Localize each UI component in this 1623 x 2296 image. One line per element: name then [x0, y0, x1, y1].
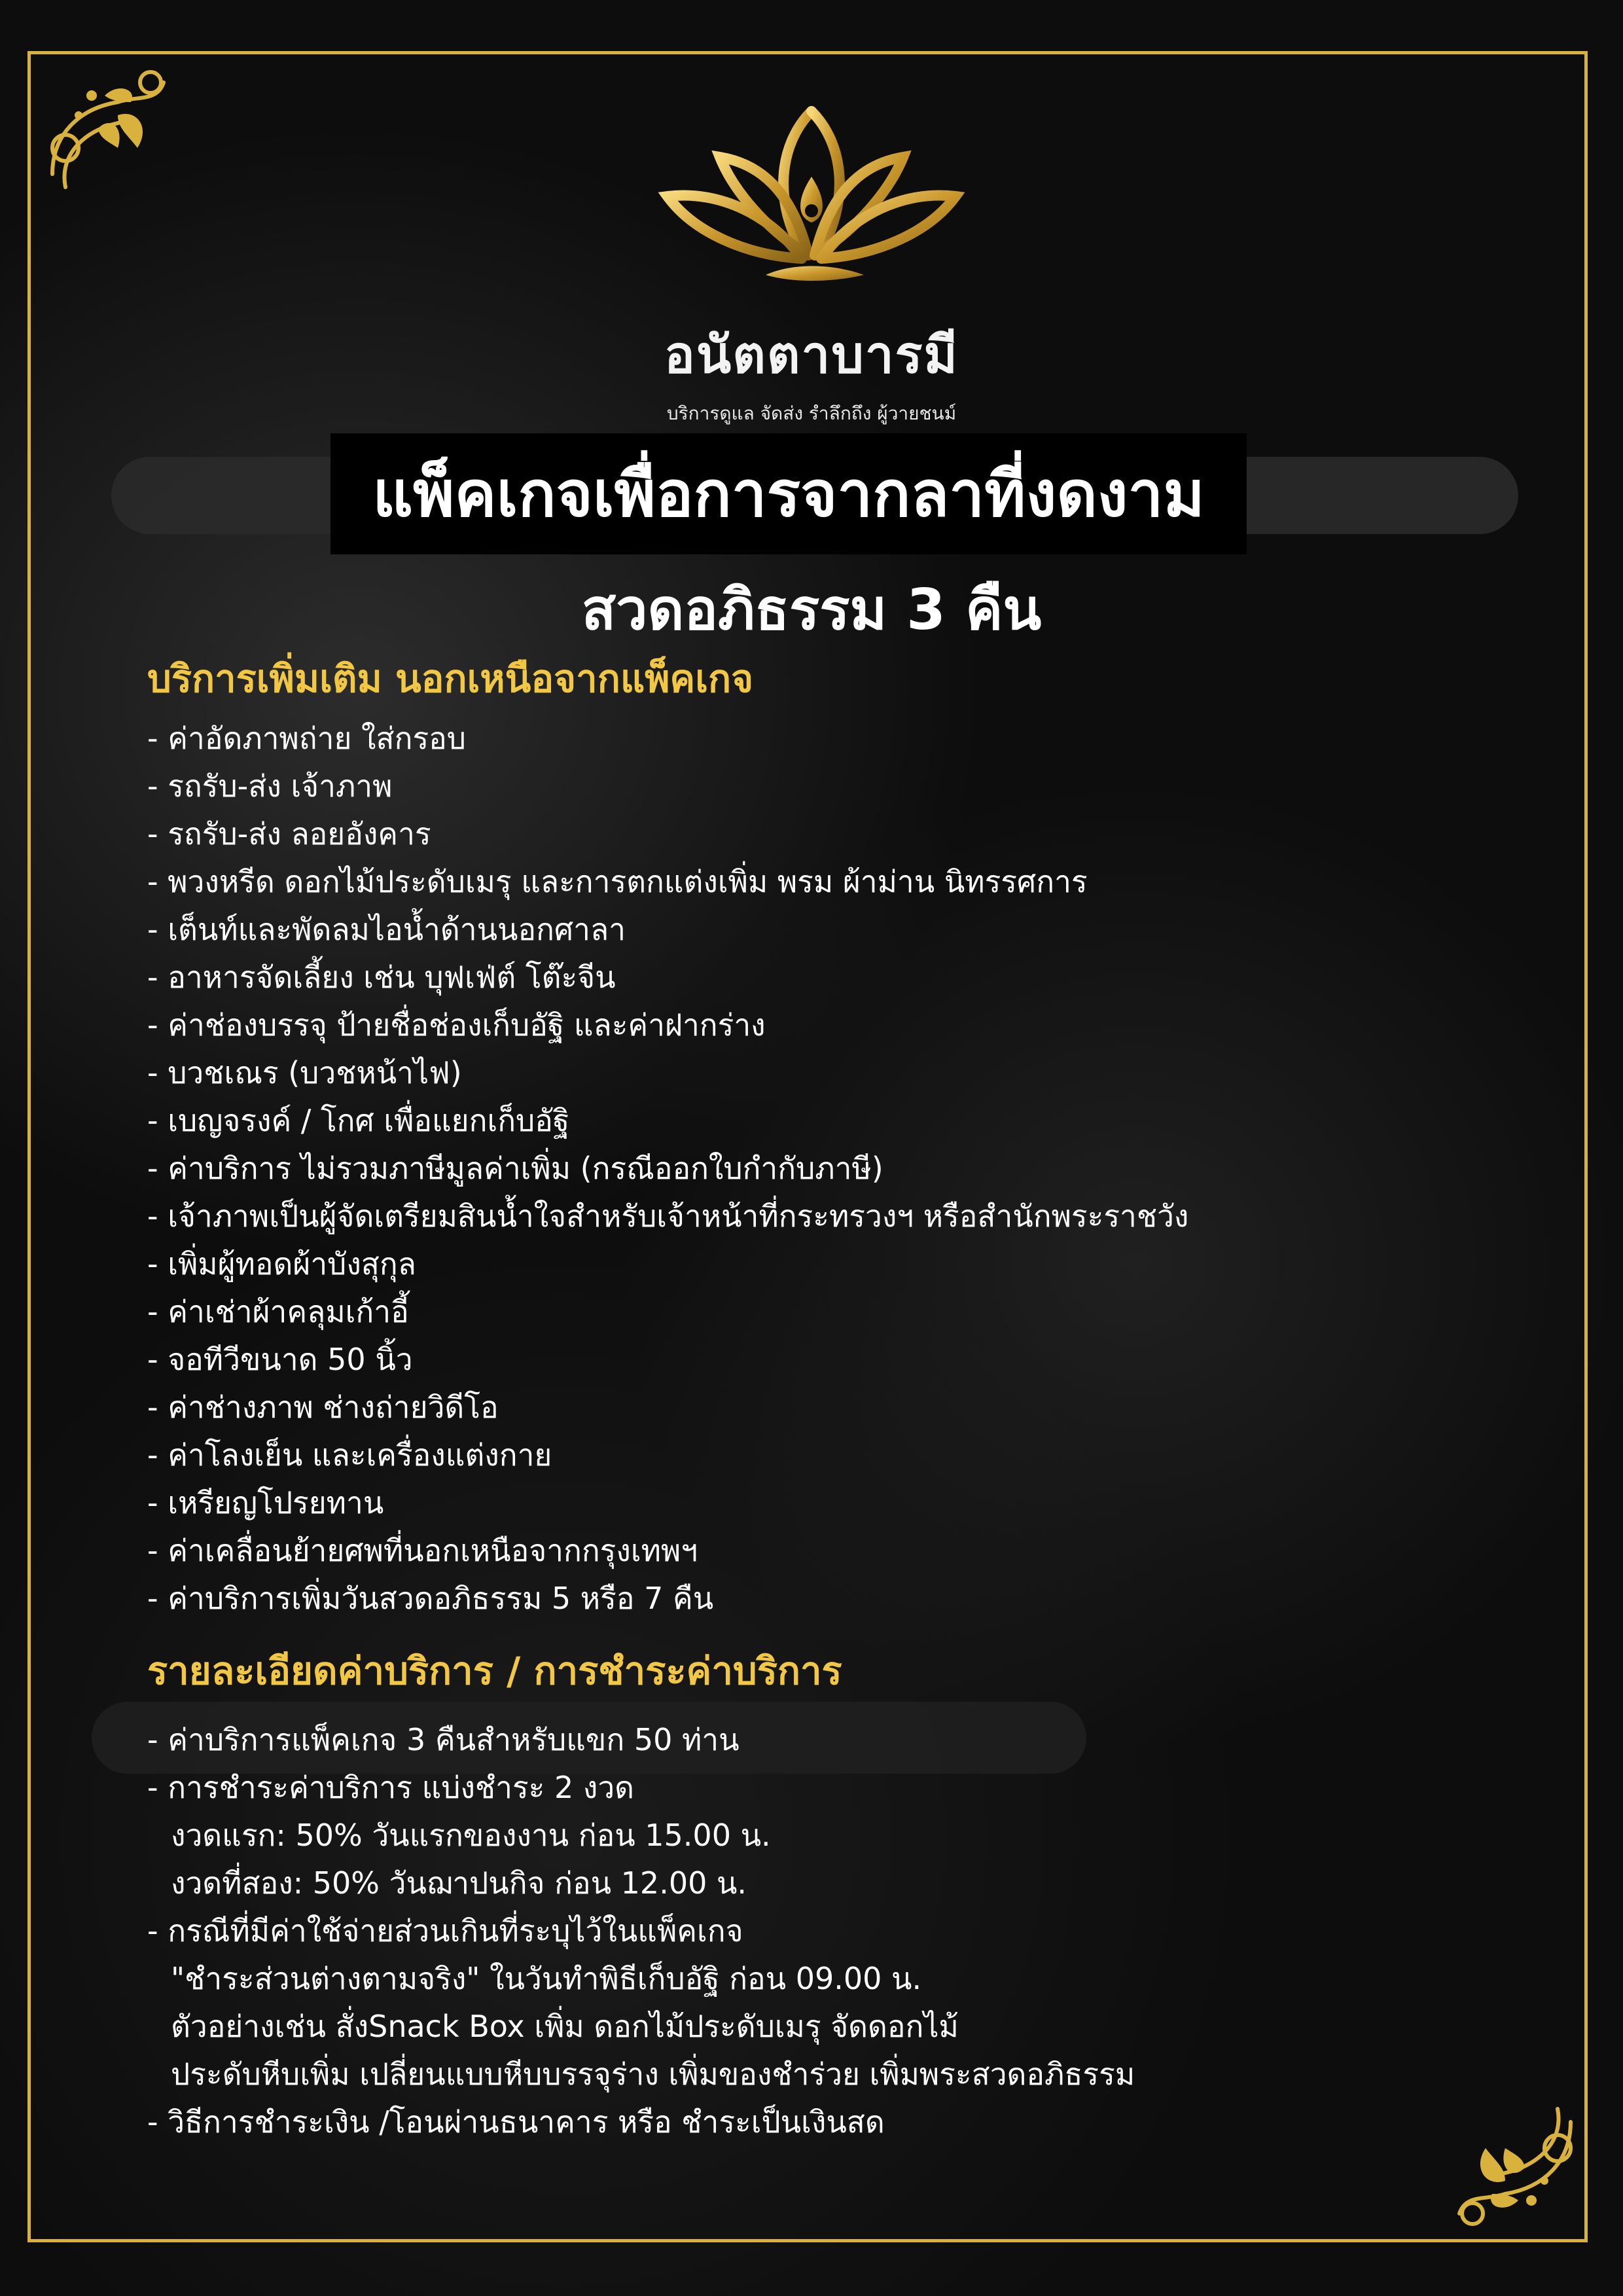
list-item: - รถรับ-ส่ง ลอยอังคาร [147, 816, 431, 852]
payment-list [147, 1716, 1135, 2146]
list-item: "ชำระส่วนต่างตามจริง" ในวันทำพิธีเก็บอัฐิ ก่อน 09.00 น. [171, 1961, 922, 1996]
list-item: - ค่าเช่าผ้าคลุมเก้าอี้ [147, 1294, 409, 1329]
list-item: - ค่าบริการแพ็คเกจ 3 คืนสำหรับแขก 50 ท่าน [147, 1722, 740, 1757]
title-banner [330, 433, 1247, 554]
lotus-logo-icon [654, 92, 969, 308]
brand-header [0, 92, 1623, 428]
list-item: - ค่าช่องบรรจุ ป้ายชื่อช่องเก็บอัฐิ และค่าฝากร่าง [147, 1007, 766, 1043]
list-item: - การชำระค่าบริการ แบ่งชำระ 2 งวด [147, 1770, 635, 1805]
extra-services-list [147, 715, 1188, 1623]
list-item: - ค่าอัดภาพถ่าย ใส่กรอบ [147, 721, 466, 756]
list-item: - อาหารจัดเลี้ยง เช่น บุฟเฟ่ต์ โต๊ะจีน [147, 960, 616, 995]
list-item: - รถรับ-ส่ง เจ้าภาพ [147, 768, 393, 804]
page-subtitle: สวดอภิธรรม 3 คืน [581, 577, 1042, 643]
list-item: - ค่าช่างภาพ ช่างถ่ายวิดีโอ [147, 1390, 499, 1425]
list-item: - บวชเณร (บวชหน้าไฟ) [147, 1055, 462, 1090]
list-item: - กรณีที่มีค่าใช้จ่ายส่วนเกินที่ระบุไว้ในแพ็คเกจ [147, 1913, 743, 1948]
list-item: - เหรียญโปรยทาน [147, 1485, 384, 1520]
list-item: - พวงหรีด ดอกไม้ประดับเมรุ และการตกแต่งเพิ่ม พรม ผ้าม่าน นิทรรศการ [147, 864, 1088, 899]
list-item: - เต็นท์และพัดลมไอน้ำด้านนอกศาลา [147, 912, 626, 947]
list-item: ประดับหีบเพิ่ม เปลี่ยนแบบหีบบรรจุร่าง เพิ่มของชำร่วย เพิ่มพระสวดอภิธรรม [171, 2056, 1135, 2092]
list-item: - ค่าบริการ ไม่รวมภาษีมูลค่าเพิ่ม (กรณีออกใบกำกับภาษี) [147, 1151, 883, 1186]
list-item: งวดแรก: 50% วันแรกของงาน ก่อน 15.00 น. [171, 1818, 771, 1853]
list-item: - จอทีวีขนาด 50 นิ้ว [147, 1342, 413, 1377]
list-item: - เจ้าภาพเป็นผู้จัดเตรียมสินน้ำใจสำหรับเจ้าหน้าที่กระทรวงฯ หรือสำนักพระราชวัง [147, 1198, 1189, 1234]
brand-name: อนัตตาบารมี [664, 326, 959, 385]
list-item: - เบญจรงค์ / โกศ เพื่อแยกเก็บอัฐิ [147, 1103, 570, 1138]
list-item: งวดที่สอง: 50% วันฌาปนกิจ ก่อน 12.00 น. [171, 1865, 747, 1901]
corner-ornament-icon [1440, 2096, 1584, 2240]
page-title: แพ็คเกจเพื่อการจากลาที่งดงาม [372, 457, 1205, 531]
list-item: - ค่าโลงเย็น และเครื่องแต่งกาย [147, 1437, 552, 1473]
brand-tagline: บริการดูแล จัดส่ง รำลึกถึง ผู้วายชนม์ [666, 403, 957, 424]
list-item: - ค่าบริการเพิ่มวันสวดอภิธรรม 5 หรือ 7 คืน [147, 1581, 714, 1616]
list-item: - ค่าเคลื่อนย้ายศพที่นอกเหนือจากกรุงเทพฯ [147, 1533, 698, 1568]
list-item: - วิธีการชำระเงิน /โอนผ่านธนาคาร หรือ ชำระเป็นเงินสด [147, 2104, 885, 2140]
list-item: - เพิ่มผู้ทอดผ้าบังสุกุล [147, 1246, 416, 1282]
extra-services-heading: บริการเพิ่มเติม นอกเหนือจากแพ็คเกจ [147, 656, 754, 701]
payment-heading: รายละเอียดค่าบริการ / การชำระค่าบริการ [147, 1649, 842, 1693]
list-item: ตัวอย่างเช่น สั่งSnack Box เพิ่ม ดอกไม้ประดับเมรุ จัดดอกไม้ [171, 2009, 959, 2044]
